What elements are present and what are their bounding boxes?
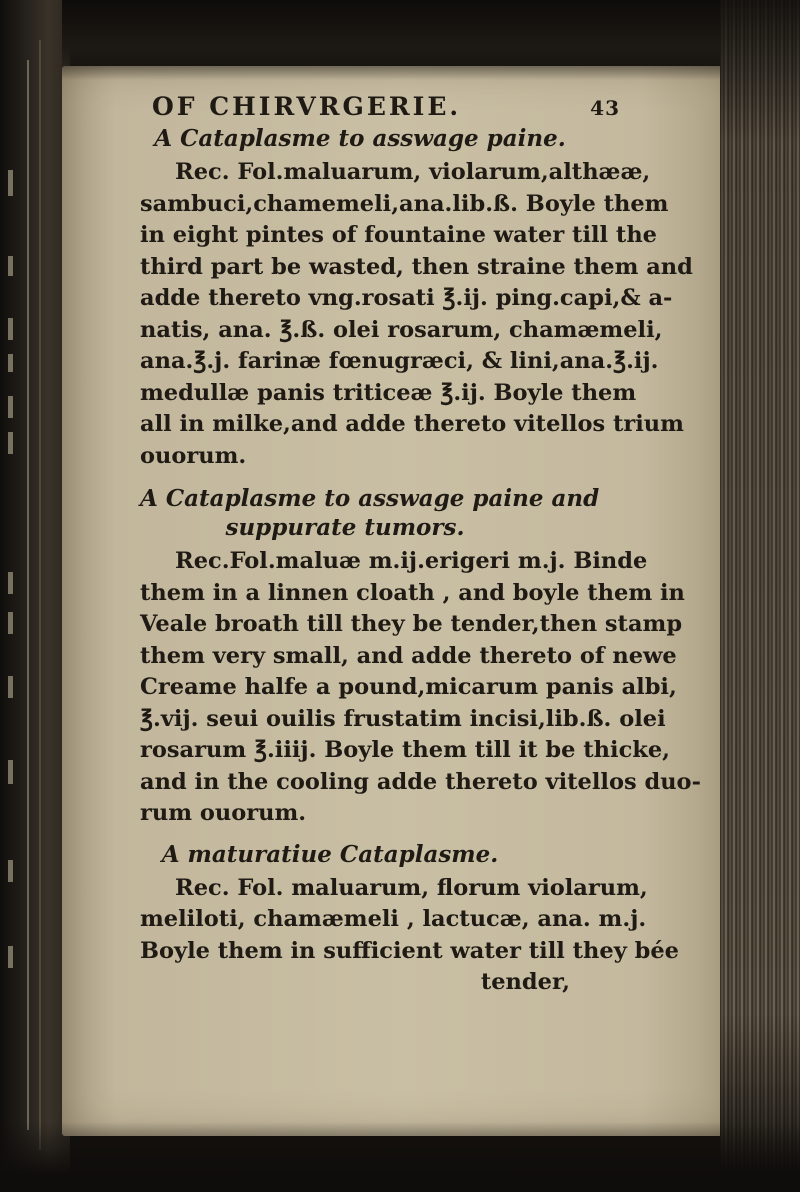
section-heading-line: A Cataplasme to asswage paine and: [140, 485, 600, 512]
text-line: Veale broath till they be tender,then stamp: [140, 611, 683, 637]
text-line: meliloti, chamæmeli , lactucæ, ana. m.j.: [140, 906, 647, 932]
text-line: ℥.vij. seui ouilis frustatim incisi,lib.ß. olei: [140, 705, 666, 732]
recipe-paragraph: [140, 873, 679, 999]
text-line: Rec.Fol.maluæ m.ij.erigeri m.j. Binde: [175, 548, 648, 574]
text-line: third part be wasted, then straine them and: [140, 253, 693, 280]
text-line: in eight pintes of fountaine water till the: [140, 222, 657, 248]
facing-page-text-fragments: [0, 0, 70, 1192]
page-top-shadow: [62, 0, 742, 80]
text-line: Creame halfe a pound,micarum panis albi,: [140, 674, 677, 700]
text-line: natis, ana. ℥.ß. olei rosarum, chamæmeli,: [140, 316, 663, 343]
text-line: rum ouorum.: [140, 800, 307, 826]
section-heading: [140, 124, 620, 153]
text-line: and in the cooling adde thereto vitellos duo-: [140, 768, 701, 795]
section-heading: [140, 484, 620, 542]
section-heading-line: A maturatiue Cataplasme.: [161, 840, 499, 868]
section-heading-line: A Cataplasme to asswage paine.: [154, 125, 566, 152]
bottom-shadow: [0, 1122, 800, 1192]
section-heading: [140, 840, 620, 869]
text-line: Boyle them in sufficient water till they bée: [140, 937, 679, 964]
section-heading-line: suppurate tumors.: [225, 514, 465, 541]
text-line: ana.℥.j. farinæ fœnugræci, & lini,ana.℥.ij.: [140, 348, 659, 374]
text-line: sambuci,chamemeli,ana.lib.ß. Boyle them: [140, 190, 669, 217]
page-text: [140, 92, 701, 999]
text-line: all in milke,and adde thereto vitellos trium: [140, 411, 684, 437]
text-line: Rec. Fol. maluarum, florum violarum,: [175, 874, 648, 901]
running-head: [140, 92, 620, 122]
text-line: ouorum.: [140, 442, 247, 469]
recipe-paragraph: [140, 546, 701, 830]
text-line: them in a linnen cloath , and boyle them in: [140, 579, 685, 606]
text-line: them very small, and adde thereto of newe: [140, 642, 677, 669]
text-line: Rec. Fol.maluarum, violarum,althææ,: [175, 159, 651, 185]
running-title: OF CHIRVRGERIE.: [152, 92, 462, 121]
text-line: rosarum ℥.iiij. Boyle them till it be thicke,: [140, 737, 671, 763]
catchword: tender,: [480, 969, 570, 995]
recipe-paragraph: [140, 157, 693, 472]
page-edges-shadow: [720, 0, 800, 1192]
text-line: adde thereto vng.rosati ℥.ij. ping.capi,& a-: [140, 285, 673, 311]
text-line: medullæ panis triticeæ ℥.ij. Boyle them: [140, 379, 637, 406]
page-number: 43: [590, 96, 620, 120]
